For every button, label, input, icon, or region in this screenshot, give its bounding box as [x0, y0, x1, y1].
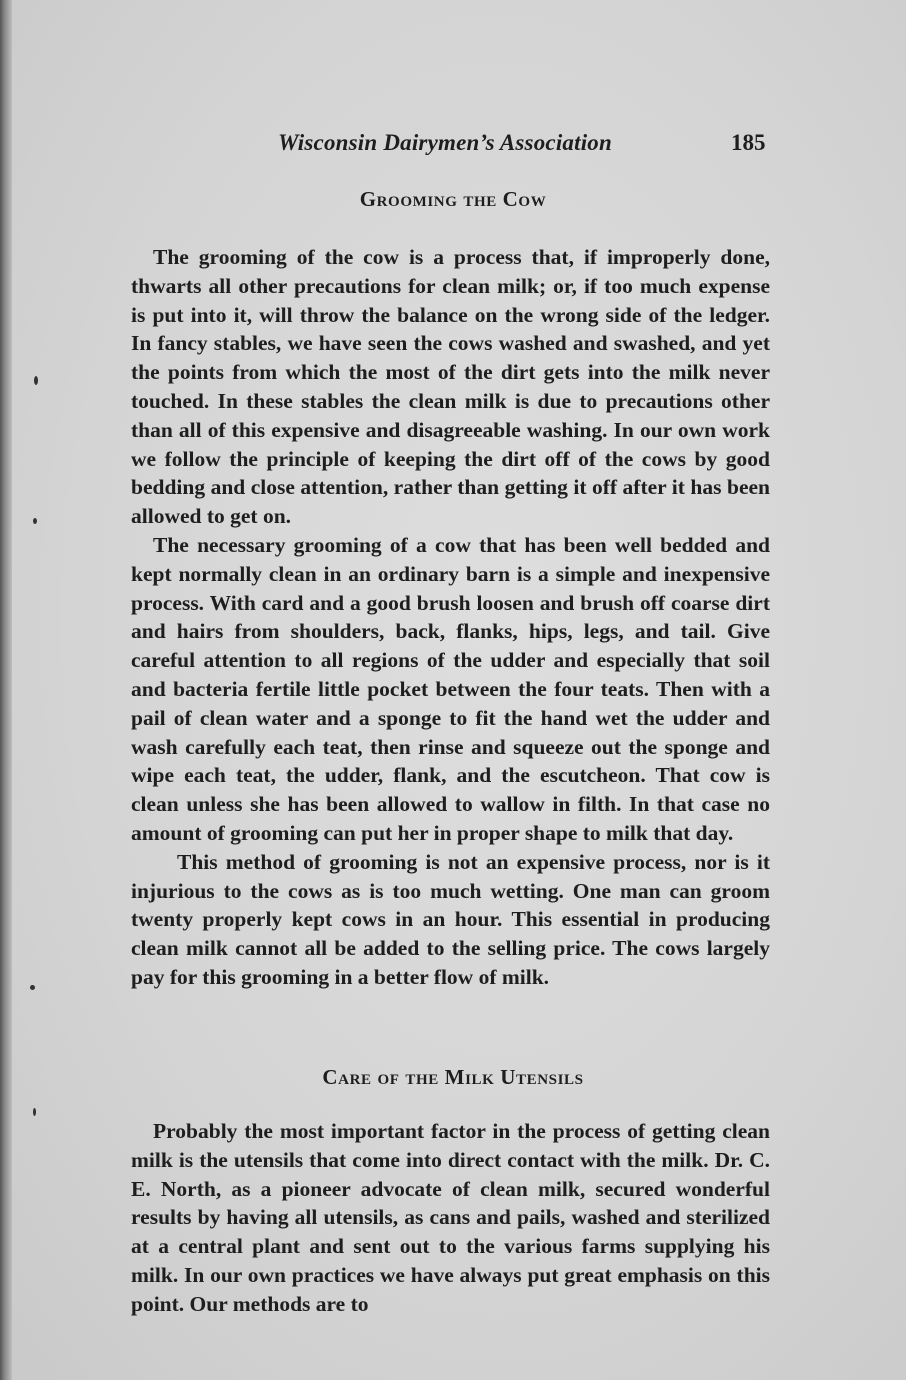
- page-header: [0, 130, 906, 160]
- running-title: Wisconsin Dairymen’s Association: [278, 130, 612, 155]
- paragraph: Probably the most important factor in the process of getting clean milk is the utensils that come into direct contact with the milk. Dr. C. E. North, as a pioneer advocate of clean milk, secured wonderful results by having all utensils, as cans and pails, washed and sterilized at a central plant and sent out to the various farms supplying his milk. In our own practices we have always put great emphasis on this point. Our methods are to: [131, 1119, 770, 1316]
- scan-speck: [34, 376, 38, 385]
- section-body-utensils: [131, 1117, 770, 1319]
- section-heading-grooming: Grooming the Cow: [359, 187, 547, 211]
- scan-speck: [30, 985, 35, 990]
- page-number: 185: [731, 130, 766, 155]
- section-body-grooming: [131, 243, 770, 992]
- paragraph: The necessary grooming of a cow that has been well bedded and kept normally clean in an ordinary barn is a simple and inexpensive process. With card and a good brush loosen and brush off coarse dirt and hairs from shoulders, back, flanks, hips, legs, and tail. Give careful attention to all regions of the udder and especially that soil and bacteria fertile little pocket between the four teats. Then with a pail of clean water and a sponge to fit the hand wet the udder and wash carefully each teat, then rinse and squeeze out the sponge and wipe each teat, the udder, flank, and the escutcheon. That cow is clean unless she has been allowed to wallow in filth. In that case no amount of grooming can put her in proper shape to milk that day.: [131, 532, 770, 845]
- scan-speck: [33, 518, 37, 524]
- scan-speck: [33, 1108, 36, 1116]
- paragraph: The grooming of the cow is a process that, if improperly done, thwarts all other precautions for clean milk; or, if too much expense is put into it, will throw the balance on the wrong side of the ledger. In fancy stables, we have seen the cows washed and swashed, and yet the points from which the most of the dirt gets into the milk never touched. In these stables the clean milk is due to precautions other than all of this expensive and disagreeable washing. In our own work we follow the principle of keeping the dirt off of the cows by good bedding and close attention, rather than getting it off after it has been allowed to get on.: [131, 245, 770, 529]
- paragraph: This method of grooming is not an expensive process, nor is it injurious to the cows as is too much wetting. One man can groom twenty properly kept cows in an hour. This essential in producing clean milk cannot all be added to the selling price. The cows largely pay for this grooming in a better flow of milk.: [131, 849, 770, 989]
- section-heading-utensils: Care of the Milk Utensils: [322, 1065, 584, 1089]
